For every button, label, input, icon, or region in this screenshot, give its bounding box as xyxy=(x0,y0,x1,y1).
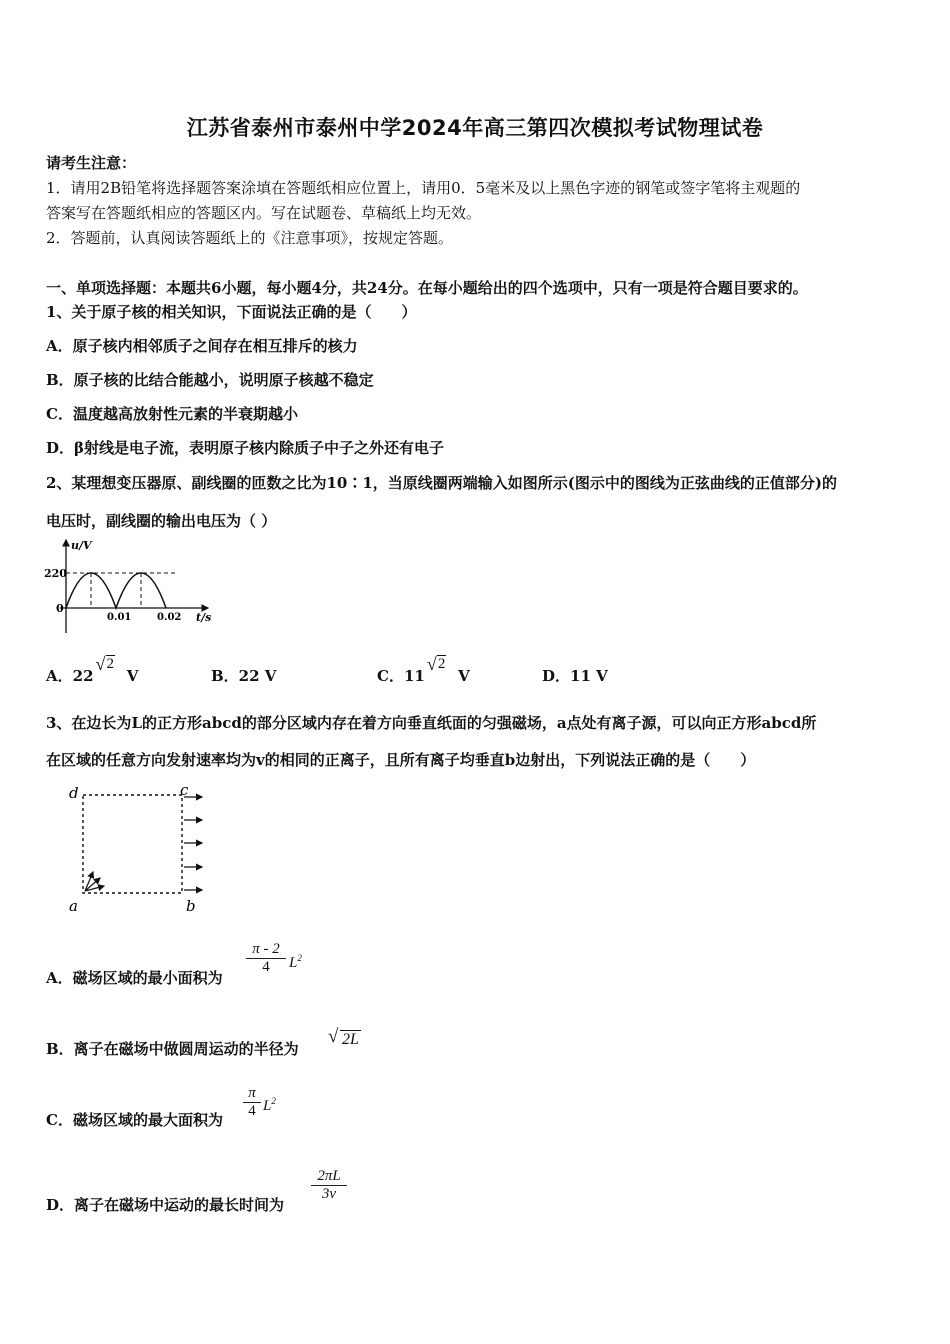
q3-option-a: A．磁场区域的最小面积为 xyxy=(46,969,223,987)
label-a: a xyxy=(69,897,78,915)
q1-option-d: D．β射线是电子流，表明原子核内除质子中子之外还有电子 xyxy=(46,439,444,457)
notice-item-2: 2．答题前，认真阅读答题纸上的《注意事项》，按规定答题。 xyxy=(46,229,454,247)
q3-option-b: B．离子在磁场中做圆周运动的半径为 xyxy=(46,1040,299,1058)
graph-peak-label: 220 xyxy=(44,567,67,580)
q3-option-d: D．离子在磁场中运动的最长时间为 xyxy=(46,1196,285,1214)
q2-option-c: C．11 √ 2 V xyxy=(377,654,470,685)
section-heading: 一、单项选择题：本题共6小题，每小题4分，共24分。在每小题给出的四个选项中，只有一项是符合题目要求的。 xyxy=(46,279,808,297)
label-b: b xyxy=(186,897,196,915)
q3-option-c: C．磁场区域的最大面积为 xyxy=(46,1111,223,1129)
notice-heading: 请考生注意： xyxy=(46,154,137,172)
sqrt-sign-icon: √ xyxy=(95,654,106,674)
graph-origin-label: 0 xyxy=(56,602,64,615)
notice-item-1-line-1: 1．请用2B铅笔将选择题答案涂填在答题纸相应位置上，请用0．5毫米及以上黑色字迹的钢笔或签字笔将主观题的 xyxy=(46,179,801,197)
graph-x-label: t/s xyxy=(196,611,212,624)
sqrt-radical: √ 2 xyxy=(426,654,446,674)
fraction-denominator: 4 xyxy=(246,958,286,976)
sqrt-sign-icon: √ xyxy=(328,1026,339,1047)
q2-voltage-graph xyxy=(38,535,218,640)
graph-y-label: u/V xyxy=(71,539,92,552)
fraction-numerator: 2πL xyxy=(317,1168,341,1184)
fraction-denominator: 3v xyxy=(311,1185,347,1203)
q2-stem-line-1: 2、某理想变压器原、副线圈的匝数之比为10∶1，当原线圈两端输入如图所示(图示中的图线为正弦曲线的正值部分)的 xyxy=(46,474,837,492)
q3-c-fraction xyxy=(243,1085,261,1120)
label-c: c xyxy=(180,781,189,799)
q1-stem: 1、关于原子核的相关知识，下面说法正确的是（ ） xyxy=(46,303,417,321)
q3-stem-line-1: 3、在边长为L的正方形abcd的部分区域内存在着方向垂直纸面的匀强磁场，a点处有离子源，可以向正方形abcd所 xyxy=(46,714,817,732)
sqrt-sign-icon: √ xyxy=(426,654,437,674)
q3-c-tail: $L^2$ xyxy=(263,1096,276,1114)
page-title: 江苏省泰州市泰州中学2024年高三第四次模拟考试物理试卷 xyxy=(186,116,764,140)
fraction-numerator: π xyxy=(248,1085,256,1101)
q3-a-tail: $L^2$ xyxy=(289,953,302,971)
q3-d-fraction xyxy=(311,1168,347,1203)
square-abcd xyxy=(83,795,182,893)
fraction-denominator: 4 xyxy=(243,1102,261,1120)
fraction-numerator: π - 2 xyxy=(252,941,280,957)
label-d: d xyxy=(69,784,79,802)
q3-b-radicand: 2L xyxy=(342,1031,359,1048)
q3-a-fraction xyxy=(246,941,286,976)
q3-stem-line-2: 在区域的任意方向发射速率均为v的相同的正离子，且所有离子均垂直b边射出，下列说法正确的是（ ） xyxy=(46,751,756,769)
graph-tick-label-2: 0.02 xyxy=(157,612,182,623)
q2-stem-line-2: 电压时，副线圈的输出电压为（ ） xyxy=(46,512,277,530)
q3-square-field-figure xyxy=(60,780,220,915)
graph-tick-label-1: 0.01 xyxy=(107,612,132,623)
q2-option-a: A．22 √ 2 V xyxy=(46,654,139,685)
q1-option-b: B．原子核的比结合能越小，说明原子核越不稳定 xyxy=(46,371,374,389)
q2-option-d: D．11 V xyxy=(542,667,608,685)
q1-option-c: C．温度越高放射性元素的半衰期越小 xyxy=(46,405,298,423)
sqrt-radical: √ 2 xyxy=(95,654,115,674)
q1-option-a: A．原子核内相邻质子之间存在相互排斥的核力 xyxy=(46,337,358,355)
q2-option-b: B．22 V xyxy=(211,667,277,685)
exit-arrows xyxy=(184,797,202,890)
source-arrows xyxy=(85,872,104,891)
notice-item-1-line-2: 答案写在答题纸相应的答题区内。写在试题卷、草稿纸上均无效。 xyxy=(46,204,482,222)
graph-rectified-sine-curve xyxy=(66,573,166,608)
